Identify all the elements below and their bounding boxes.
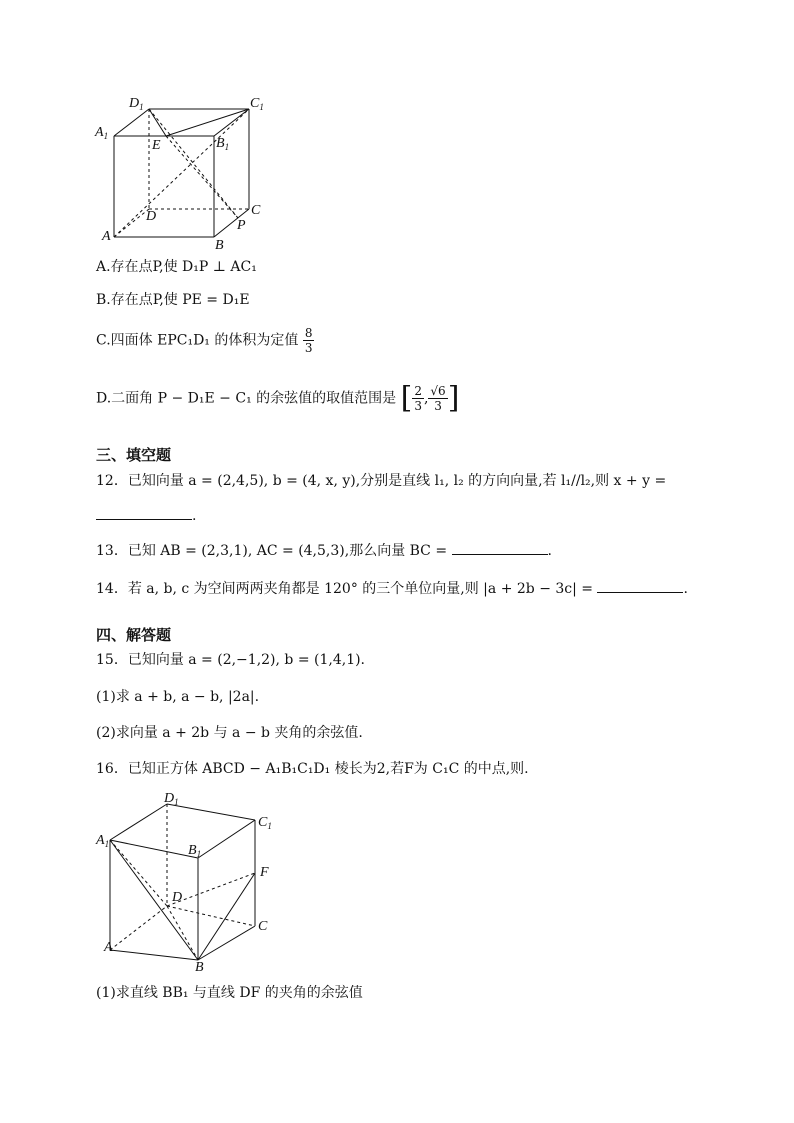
- option-c-text: C.四面体 EPC₁D₁ 的体积为定值: [96, 332, 299, 349]
- label-D: D: [146, 209, 157, 224]
- question-16-part-1: (1)求直线 BB₁ 与直线 DF 的夹角的余弦值: [96, 985, 363, 1001]
- answer-blank: [452, 540, 548, 555]
- label-B1: $B_1$: [188, 843, 202, 859]
- edge-AB: [110, 950, 198, 960]
- edge-B1C1: [214, 109, 249, 136]
- edge-DC: [167, 906, 255, 926]
- question-15-part-1: (1)求 a + b, a − b, |2a|.: [96, 689, 260, 705]
- label-A1: $A_1$: [96, 833, 110, 849]
- option-c: [96, 326, 314, 355]
- question-14: 14．若 a, b, c 为空间两两夹角都是 120° 的三个单位向量,则 |a + 2b − 3c| = .: [96, 578, 688, 598]
- edge-AD: [110, 906, 167, 950]
- answer-blank: [96, 505, 192, 520]
- label-C: C: [251, 203, 261, 218]
- fraction-sqrt6-3: $\frac{√6}{3}$: [430, 384, 446, 413]
- label-C: C: [258, 919, 268, 934]
- option-b: B.存在点P,使 PE = D₁E: [96, 292, 250, 308]
- question-15-part-2: (2)求向量 a + 2b 与 a − b 夹角的余弦值.: [96, 725, 363, 741]
- label-C1: $C_1$: [250, 96, 264, 112]
- question-12: 12．已知向量 a = (2,4,5), b = (4, x, y),分别是直线 l₁, l₂ 的方向向量,若 l₁//l₂,则 x + y =: [96, 473, 667, 489]
- fraction-8-3: $\frac{8}{3}$: [304, 326, 313, 355]
- label-B: B: [215, 238, 224, 252]
- label-D1: $D_1$: [129, 96, 144, 112]
- edge-B1C1: [198, 820, 255, 858]
- cube-figure-1: [90, 92, 280, 252]
- edge-AD: [114, 209, 149, 237]
- left-bracket: [: [400, 380, 413, 416]
- edge-A1D1: [110, 804, 167, 840]
- option-d-text: D.二面角 P − D₁E − C₁ 的余弦值的取值范围是: [96, 390, 397, 407]
- segment-A1B: [110, 840, 198, 960]
- right-bracket: ]: [447, 380, 460, 416]
- option-d: D.二面角 P − D₁E − C₁ 的余弦值的取值范围是 [ $\frac{2}{3}$ , $\frac{√6}{3}$ ]: [96, 380, 460, 416]
- label-A: A: [102, 229, 111, 244]
- label-A: A: [104, 940, 113, 955]
- label-B: B: [195, 960, 204, 975]
- edge-D1C1: [167, 804, 255, 820]
- label-D1: $D_1$: [164, 791, 179, 807]
- label-C1: $C_1$: [258, 815, 272, 831]
- label-P: P: [237, 218, 246, 233]
- question-15: 15．已知向量 a = (2,−1,2), b = (1,4,1).: [96, 652, 366, 668]
- edge-A1D1: [114, 109, 149, 136]
- fraction-2-3: $\frac{2}{3}$: [414, 384, 422, 413]
- section-title-fill-blank: 三、填空题: [96, 446, 172, 464]
- label-B1: $B_1$: [216, 136, 230, 152]
- section-title-solve: 四、解答题: [96, 626, 172, 644]
- question-12-answer-line: .: [96, 505, 196, 525]
- answer-blank: [597, 578, 683, 593]
- label-E: E: [152, 138, 161, 153]
- segment-DB: [167, 906, 198, 960]
- edge-BC: [198, 926, 255, 960]
- diagonal-AC1: [114, 109, 249, 237]
- segment-BF: [198, 873, 255, 960]
- segment-D1E: [149, 109, 166, 136]
- option-a: A.存在点P,使 D₁P ⊥ AC₁: [96, 259, 257, 275]
- cube-figure-2: [92, 788, 292, 978]
- segment-EC1: [166, 109, 249, 136]
- label-A1: $A_1$: [95, 125, 109, 141]
- segment-D1P: [149, 109, 238, 218]
- label-F: F: [260, 865, 269, 880]
- question-13: 13．已知 AB = (2,3,1), AC = (4,5,3),那么向量 BC = .: [96, 540, 552, 560]
- question-16: 16．已知正方体 ABCD − A₁B₁C₁D₁ 棱长为2,若F为 C₁C 的中点,则.: [96, 761, 529, 777]
- label-D: D: [172, 890, 183, 905]
